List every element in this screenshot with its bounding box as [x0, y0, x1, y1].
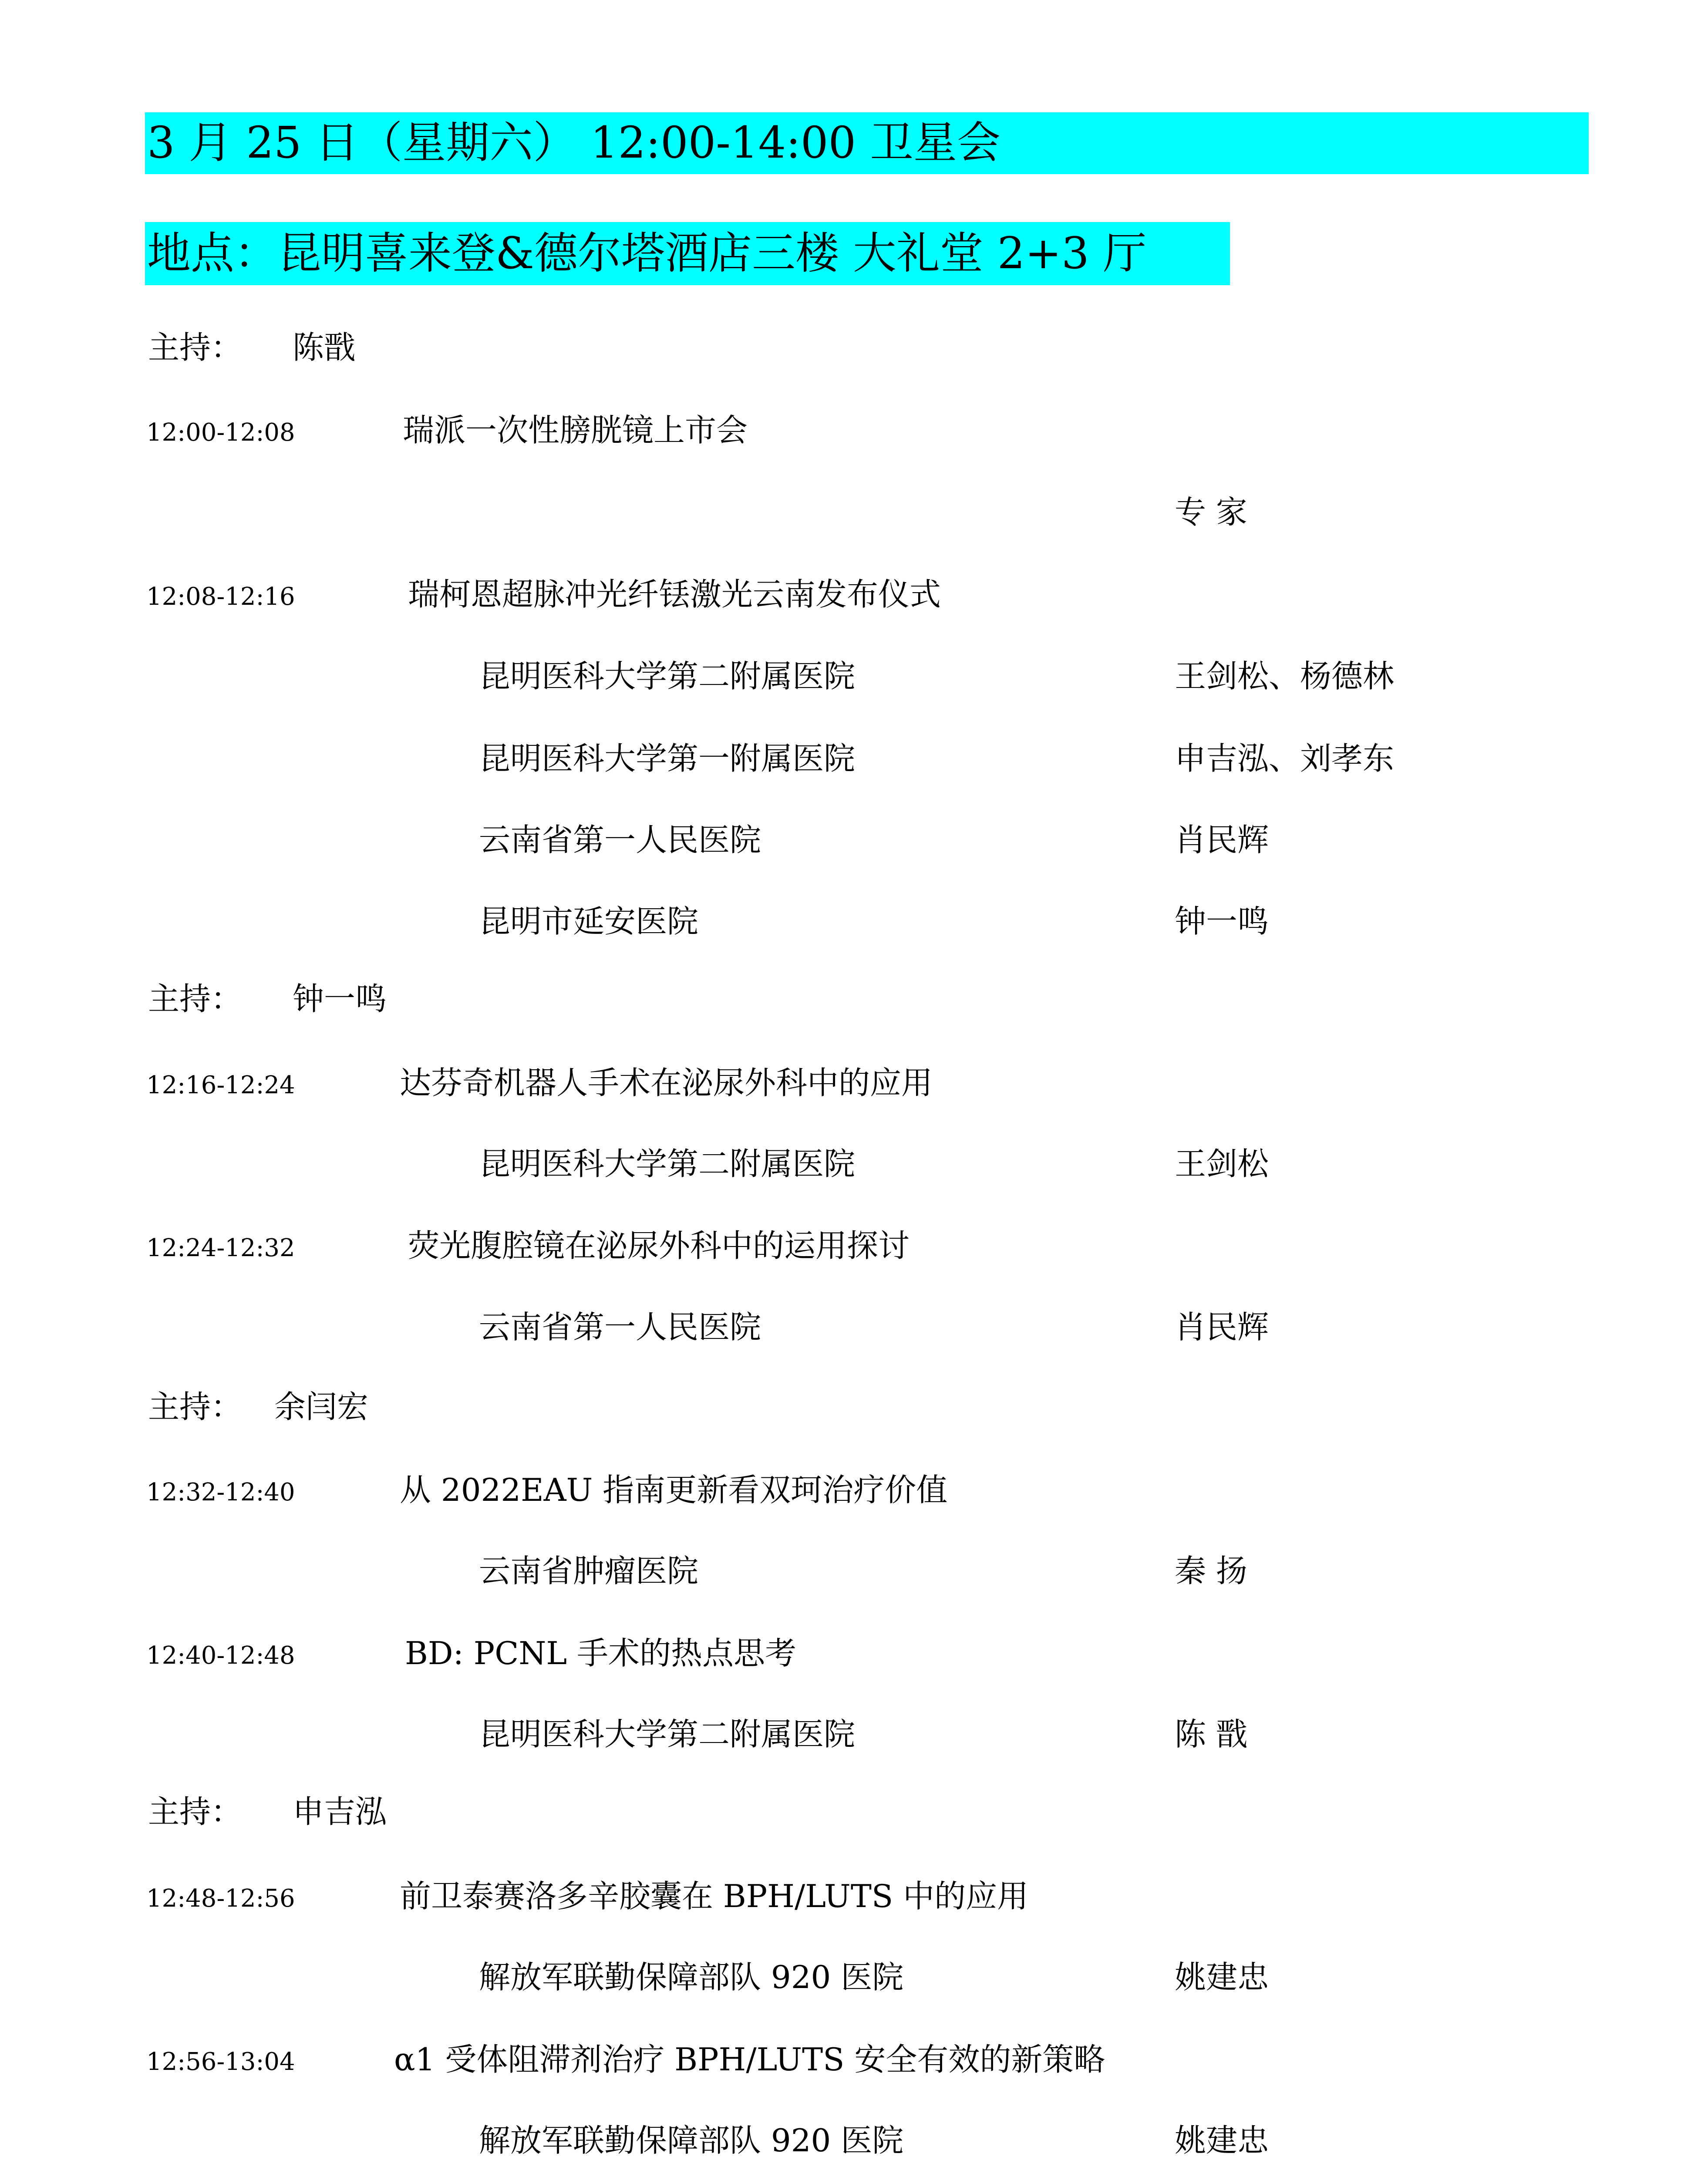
- speaker: 申吉泓、刘孝东: [1175, 740, 1395, 777]
- speaker: 肖民辉: [1175, 822, 1269, 858]
- moderator-name: 申吉泓: [293, 1793, 387, 1830]
- session-time: 12:32-12:40: [146, 1478, 295, 1506]
- venue-heading: 地点：昆明喜来登&德尔塔酒店三楼 大礼堂 2+3 厅: [147, 228, 1147, 279]
- speaker: 钟一鸣: [1175, 903, 1269, 940]
- session-time: 12:08-12:16: [146, 583, 295, 611]
- speaker: 陈 戬: [1175, 1716, 1247, 1752]
- speaker: 秦 扬: [1175, 1553, 1247, 1589]
- institution: 昆明医科大学第二附属医院: [479, 658, 856, 694]
- session-time: 12:56-13:04: [146, 2048, 295, 2076]
- session-time: 12:48-12:56: [146, 1884, 295, 1913]
- speaker: 姚建忠: [1175, 1959, 1269, 1995]
- session-title: α1 受体阻滞剂治疗 BPH/LUTS 安全有效的新策略: [394, 2041, 1105, 2078]
- session-title: 瑞派一次性膀胱镜上市会: [403, 412, 748, 448]
- speaker: 专 家: [1175, 494, 1247, 530]
- institution: 云南省第一人民医院: [479, 822, 761, 858]
- moderator-name: 钟一鸣: [293, 981, 387, 1017]
- institution: 云南省第一人民医院: [479, 1309, 761, 1345]
- session-title: 达芬奇机器人手术在泌尿外科中的应用: [400, 1065, 933, 1101]
- moderator-name: 余闫宏: [274, 1388, 369, 1425]
- institution: 昆明市延安医院: [479, 903, 699, 940]
- session-title: 荧光腹腔镜在泌尿外科中的运用探讨: [408, 1227, 910, 1264]
- session-time: 12:16-12:24: [146, 1071, 295, 1099]
- session-title: 瑞柯恩超脉冲光纤铥激光云南发布仪式: [408, 576, 941, 613]
- session-title: BD: PCNL 手术的热点思考: [405, 1635, 797, 1672]
- institution: 解放军联勤保障部队 920 医院: [479, 1959, 904, 1995]
- moderator-label: 主持：: [148, 329, 243, 366]
- session-time: 12:40-12:48: [146, 1641, 295, 1670]
- session-title: 前卫泰赛洛多辛胶囊在 BPH/LUTS 中的应用: [400, 1878, 1029, 1914]
- session-title: 从 2022EAU 指南更新看双珂治疗价值: [400, 1472, 948, 1508]
- moderator-label: 主持：: [148, 981, 243, 1017]
- moderator-label: 主持：: [148, 1388, 243, 1425]
- speaker: 王剑松: [1175, 1146, 1269, 1182]
- moderator-label: 主持：: [148, 1793, 243, 1830]
- institution: 云南省肿瘤医院: [479, 1553, 699, 1589]
- institution: 昆明医科大学第一附属医院: [479, 740, 856, 777]
- speaker: 姚建忠: [1175, 2122, 1269, 2159]
- institution: 解放军联勤保障部队 920 医院: [479, 2122, 904, 2159]
- date-time-heading: 3 月 25 日（星期六） 12:00-14:00 卫星会: [147, 117, 1001, 168]
- speaker: 肖民辉: [1175, 1309, 1269, 1345]
- institution: 昆明医科大学第二附属医院: [479, 1716, 856, 1752]
- speaker: 王剑松、杨德林: [1175, 658, 1395, 694]
- institution: 昆明医科大学第二附属医院: [479, 1146, 856, 1182]
- session-time: 12:24-12:32: [146, 1234, 295, 1262]
- moderator-name: 陈戬: [293, 329, 356, 366]
- session-time: 12:00-12:08: [146, 418, 295, 447]
